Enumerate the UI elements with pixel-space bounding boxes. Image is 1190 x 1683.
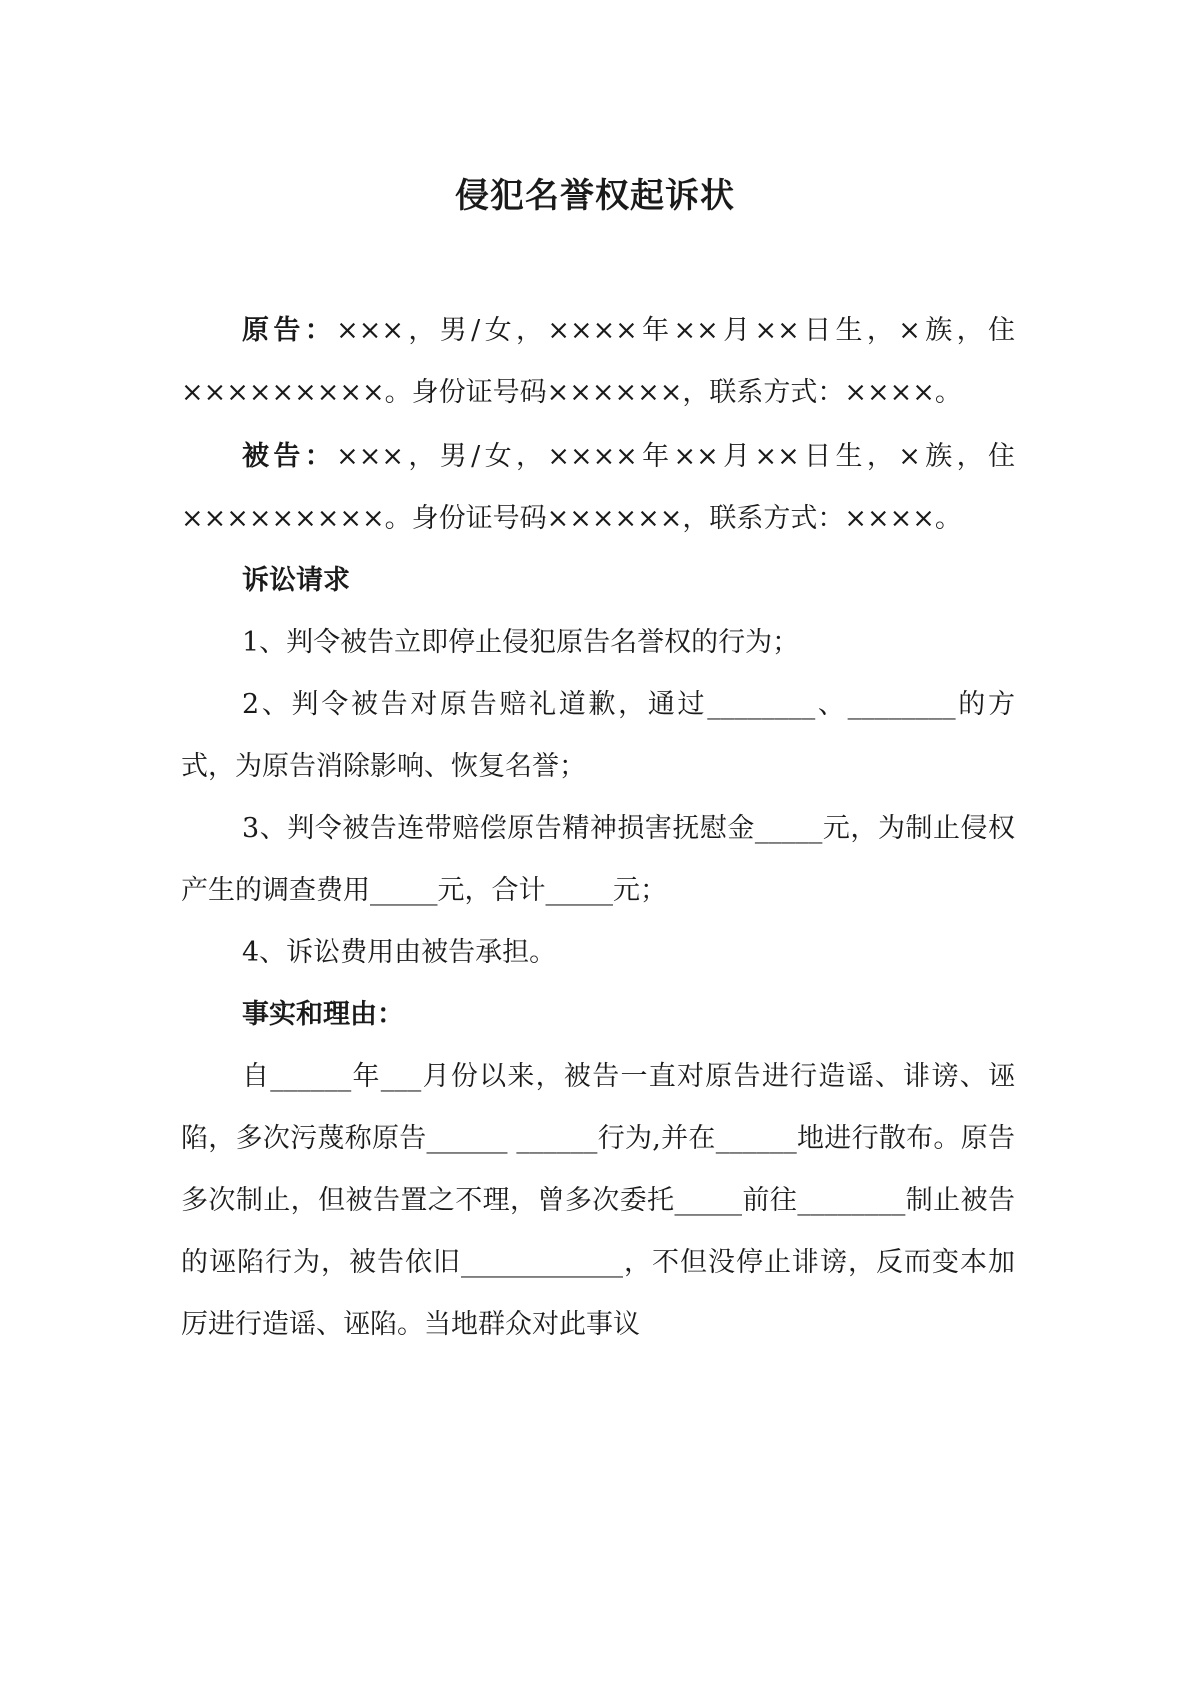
claim-item: 3、判令被告连带赔偿原告精神损害抚慰金_____元，为制止侵权产生的调查费用_____元，合计_____元； xyxy=(181,813,1015,906)
defendant-label: 被告： xyxy=(242,441,337,472)
claim-item: 2、判令被告对原告赔礼道歉，通过________、________的方式，为原告消除影响、恢复名誉； xyxy=(181,689,1015,782)
claim-item: 4、诉讼费用由被告承担。 xyxy=(242,937,557,968)
defendant-text: ×××，男/女，××××年××月××日生，×族，住×××××××××。身份证号码××××××，联系方式：××××。 xyxy=(181,441,1016,534)
document-title: 侵犯名誉权起诉状 xyxy=(455,176,735,216)
plaintiff-label: 原告： xyxy=(242,315,337,346)
document-body xyxy=(181,300,1015,1356)
claim-item: 1、判令被告立即停止侵犯原告名誉权的行为； xyxy=(242,627,800,658)
claims-heading: 诉讼请求 xyxy=(242,565,350,596)
plaintiff-paragraph xyxy=(181,300,1015,424)
defendant-paragraph xyxy=(181,426,1015,550)
facts-heading: 事实和理由： xyxy=(242,999,404,1030)
facts-paragraph: 自______年___月份以来，被告一直对原告进行造谣、诽谤、诬陷，多次污蔑称原告______ ______行为,并在______地进行散布。原告多次制止，但被告置之不理，曾多次委托_____前往________制止被告的诬陷行为，被告依旧____________，不但没停止诽谤，反而变本加厉进行造谣、诬陷。当地群众对此事议 xyxy=(181,1061,1015,1340)
plaintiff-text: ×××，男/女，××××年××月××日生，×族，住×××××××××。身份证号码××××××，联系方式：××××。 xyxy=(181,315,1016,408)
